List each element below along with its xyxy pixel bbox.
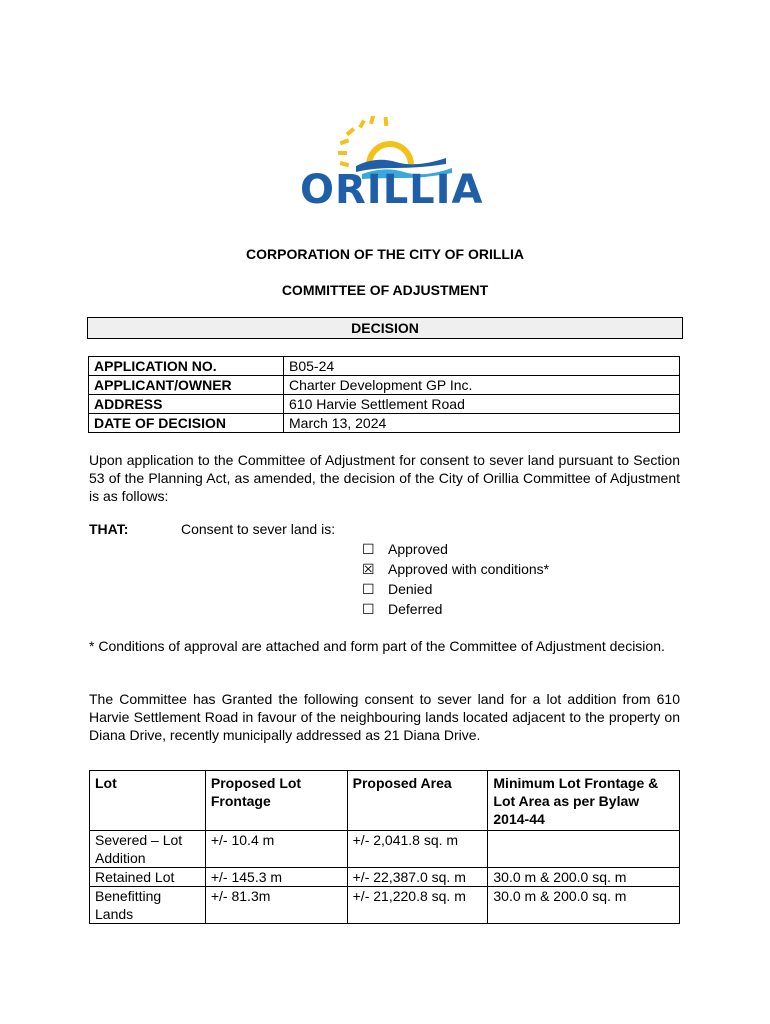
application-row (89, 357, 680, 376)
table-cell: 30.0 m & 200.0 sq. m (488, 887, 680, 924)
table-cell: +/- 81.3m (205, 887, 347, 924)
that-label: THAT: (89, 521, 129, 537)
checkbox-icon: ☐ (362, 541, 375, 557)
application-row (89, 376, 680, 395)
application-value: 610 Harvie Settlement Road (284, 395, 680, 414)
column-header: Minimum Lot Frontage & Lot Area as per Bylaw 2014-44 (488, 771, 680, 831)
application-value: B05-24 (284, 357, 680, 376)
option-deferred (362, 599, 442, 619)
corporation-heading: CORPORATION OF THE CITY OF ORILLIA (246, 246, 524, 262)
option-label: Approved with conditions* (388, 561, 550, 577)
option-label: Approved (388, 541, 448, 557)
table-cell: Severed – Lot Addition (90, 831, 206, 868)
checkbox-icon: ☐ (362, 601, 375, 617)
application-row (89, 414, 680, 433)
conditions-note: * Conditions of approval are attached and form part of the Committee of Adjustment decision. (89, 638, 665, 654)
checkbox-checked-icon: ☒ (362, 561, 375, 577)
application-value: March 13, 2024 (284, 414, 680, 433)
column-header: Proposed Lot Frontage (205, 771, 347, 831)
table-cell: +/- 2,041.8 sq. m (347, 831, 488, 868)
table-cell: +/- 21,220.8 sq. m (347, 887, 488, 924)
application-label: DATE OF DECISION (89, 414, 284, 433)
that-text: Consent to sever land is: (181, 521, 336, 537)
application-label: APPLICANT/OWNER (89, 376, 284, 395)
table-row (90, 831, 680, 868)
application-table (88, 356, 680, 433)
logo-wordmark: ORILLIA (300, 167, 484, 213)
table-cell: +/- 22,387.0 sq. m (347, 868, 488, 887)
option-approved-with-conditions (362, 559, 549, 579)
option-denied (362, 579, 432, 599)
lot-table-header-row (90, 771, 680, 831)
table-cell (488, 831, 680, 868)
option-approved (362, 539, 448, 559)
granted-paragraph: The Committee has Granted the following consent to sever land for a lot addition from 610 Harvie Settlement Road in favour of the neighbouring lands located adjacent to the property on Diana Drive, recently municipally addressed as 21 Diana Drive. (89, 691, 680, 743)
column-header: Lot (90, 771, 206, 831)
lot-table (89, 770, 680, 924)
column-header: Proposed Area (347, 771, 488, 831)
table-cell: Benefitting Lands (90, 887, 206, 924)
table-row (90, 868, 680, 887)
table-cell: Retained Lot (90, 868, 206, 887)
application-row (89, 395, 680, 414)
table-row (90, 887, 680, 924)
application-value: Charter Development GP Inc. (284, 376, 680, 395)
option-label: Deferred (388, 601, 443, 617)
decision-title: DECISION (87, 317, 683, 339)
table-cell: +/- 145.3 m (205, 868, 347, 887)
application-label: APPLICATION NO. (89, 357, 284, 376)
option-label: Denied (388, 581, 433, 597)
table-cell: 30.0 m & 200.0 sq. m (488, 868, 680, 887)
committee-heading: COMMITTEE OF ADJUSTMENT (281, 282, 489, 298)
intro-paragraph: Upon application to the Committee of Adjustment for consent to sever land pursuant to Section 53 of the Planning Act, as amended, the decision of the City of Orillia Committee of Adjustment is as follows: (89, 452, 680, 504)
checkbox-icon: ☐ (362, 581, 375, 597)
table-cell: +/- 10.4 m (205, 831, 347, 868)
application-label: ADDRESS (89, 395, 284, 414)
